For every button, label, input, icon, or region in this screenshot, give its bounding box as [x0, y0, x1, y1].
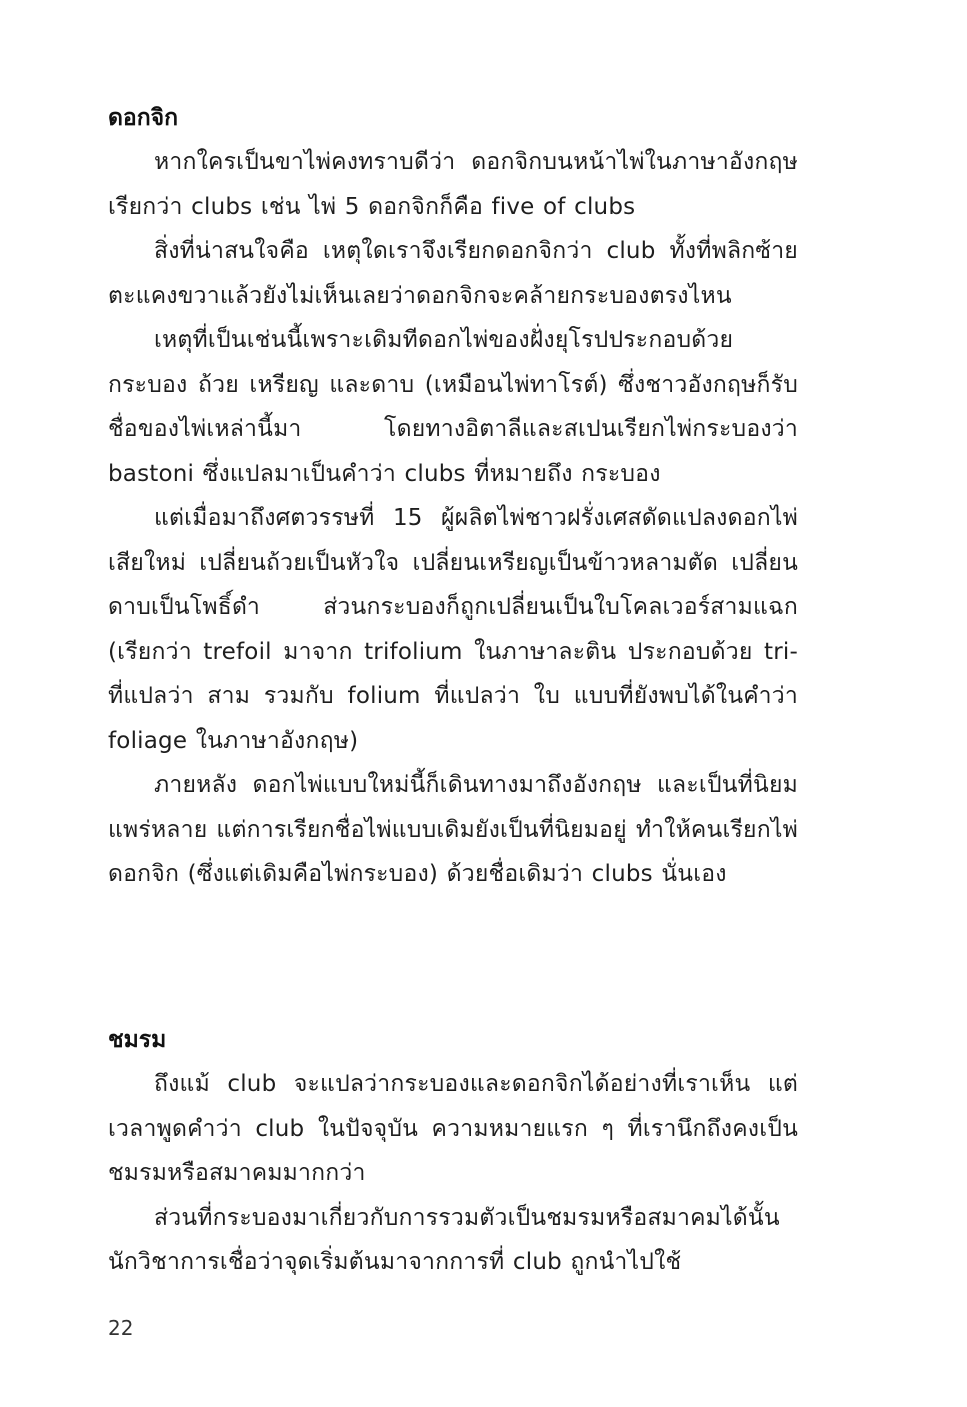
- section-heading-dokjik: ดอกจิก: [108, 105, 179, 131]
- section-clubs-suit: [108, 96, 798, 897]
- paragraph: หากใครเป็นขาไพ่คงทราบดีว่า ดอกจิกบนหน้าไพ่ในภาษาอังกฤษเรียกว่า clubs เช่น ไพ่ 5 ดอกจิกก็คือ five of clubs: [108, 149, 798, 220]
- paragraph: ส่วนที่กระบองมาเกี่ยวกับการรวมตัวเป็นชมรมหรือสมาคมได้นั้น นักวิชาการเชื่อว่าจุดเริ่มต้นมาจากการที่ club ถูกนำไปใช้: [108, 1204, 780, 1275]
- section-heading-chomrom: ชมรม: [108, 1027, 167, 1053]
- paragraph: ถึงแม้ club จะแปลว่ากระบองและดอกจิกได้อย่างที่เราเห็น แต่เวลาพูดคำว่า club ในปัจจุบัน ความหมายแรก ๆ ที่เรานึกถึงคงเป็นชมรมหรือสมาคมมากกว่า: [108, 1071, 798, 1186]
- paragraph: เหตุที่เป็นเช่นนี้เพราะเดิมทีดอกไพ่ของฝั่งยุโรปประกอบด้วยกระบอง ถ้วย เหรียญ และดาบ (เหมือนไพ่ทาโรต์) ซึ่งชาวอังกฤษก็รับชื่อของไพ่เหล่านี้มา โดยทางอิตาลีและสเปนเรียกไพ่กระบองว่า bastoni ซึ่งแปลมาเป็นคำว่า clubs ที่หมายถึง กระบอง: [108, 327, 798, 487]
- paragraph: แต่เมื่อมาถึงศตวรรษที่ 15 ผู้ผลิตไพ่ชาวฝรั่งเศสดัดแปลงดอกไพ่เสียใหม่ เปลี่ยนถ้วยเป็นหัวใจ เปลี่ยนเหรียญเป็นข้าวหลามตัด เปลี่ยนดาบเป็นโพธิ์ดำ ส่วนกระบองก็ถูกเปลี่ยนเป็นใบโคลเวอร์สามแฉก (เรียกว่า trefoil มาจาก trifolium ในภาษาละติน ประกอบด้วย tri- ที่แปลว่า สาม รวมกับ folium ที่แปลว่า ใบ แบบที่ยังพบได้ในคำว่า foliage ในภาษาอังกฤษ): [108, 505, 798, 754]
- paragraph: สิ่งที่น่าสนใจคือ เหตุใดเราจึงเรียกดอกจิกว่า club ทั้งที่พลิกซ้ายตะแคงขวาแล้วยังไม่เห็นเลยว่าดอกจิกจะคล้ายกระบองตรงไหน: [108, 238, 798, 309]
- page-body: [108, 96, 798, 1275]
- page-number: 22: [108, 1316, 134, 1340]
- paragraph: ภายหลัง ดอกไพ่แบบใหม่นี้ก็เดินทางมาถึงอังกฤษ และเป็นที่นิยมแพร่หลาย แต่การเรียกชื่อไพ่แบบเดิมยังเป็นที่นิยมอยู่ ทำให้คนเรียกไพ่ดอกจิก (ซึ่งแต่เดิมคือไพ่กระบอง) ด้วยชื่อเดิมว่า clubs นั่นเอง: [108, 772, 798, 887]
- section-club-association: [108, 1018, 798, 1285]
